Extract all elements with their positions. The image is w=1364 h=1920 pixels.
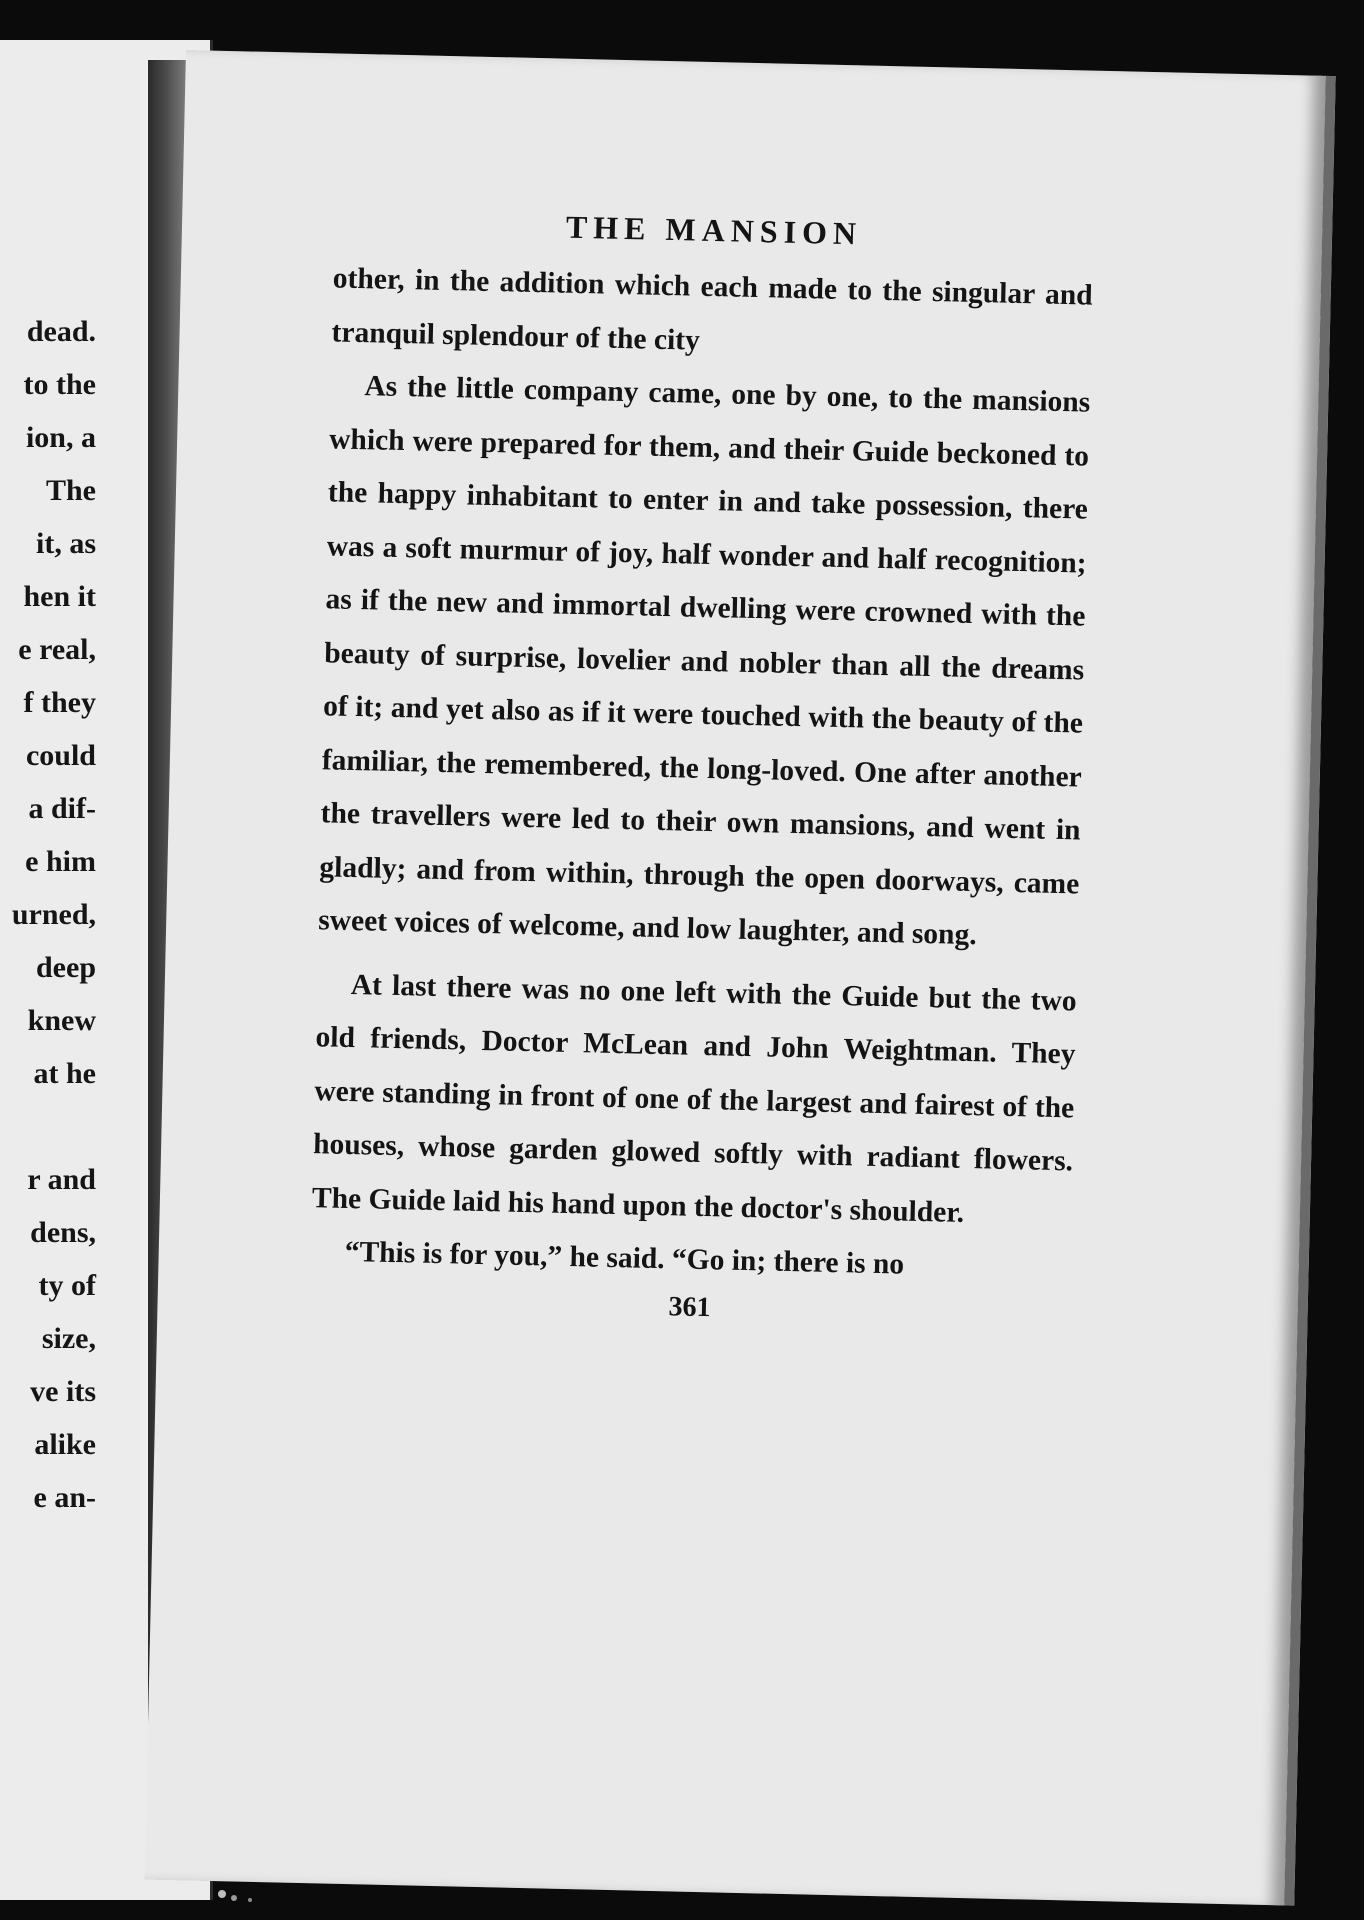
left-line: The — [45, 474, 96, 507]
scan-specks — [210, 1880, 270, 1910]
left-line: ion, a — [25, 421, 96, 454]
page-number: 361 — [668, 1290, 711, 1323]
paragraph: At last there was no one left with the Guide but the two old friends, Doctor McLean and John Weightman. They were standing in front of one of the largest and fairest of the houses, whose garden glowed softly with radiant flowers. The Guide laid his hand upon the doctor's shoulder. — [311, 968, 1078, 1229]
left-line: e an- — [33, 1481, 96, 1514]
left-line: e real, — [18, 633, 96, 666]
paragraph: As the little company came, one by one, to the mansions which were prepared for them, and their Guide beckoned to the happy inhabitant to enter in and take possession, there was a soft murmur of joy, half wonder and half recognition; as if the new and immortal dwelling were crowned with the beauty of surprise, lovelier and nobler than all the dreams of it; and yet also as if it were touched with the beauty of the familiar, the remembered, the long-loved. One after another the travellers were led to their own mansions, and went in gladly; and from within, through the open doorways, came sweet voices of welcome, and low laughter, and song. — [317, 370, 1091, 952]
left-line: hen it — [23, 580, 96, 613]
page-content — [309, 203, 1094, 1331]
left-line: f they — [23, 686, 96, 719]
left-page-text — [0, 305, 96, 1524]
left-line: urned, — [11, 898, 96, 931]
left-line: at he — [33, 1057, 96, 1090]
left-line: e him — [25, 845, 96, 878]
left-line: to the — [23, 368, 96, 401]
left-line: a dif- — [28, 792, 96, 825]
running-head: THE MANSION — [565, 208, 863, 252]
left-line: it, as — [36, 527, 96, 560]
left-line: could — [25, 739, 96, 772]
left-line: r and — [27, 1163, 96, 1196]
left-line: dens, — [30, 1216, 96, 1249]
left-line: alike — [34, 1428, 96, 1461]
paragraph: “This is for you,” he said. “Go in; there is no — [344, 1235, 905, 1281]
left-line-gap — [0, 1100, 96, 1153]
right-page — [144, 50, 1335, 1906]
left-line: knew — [27, 1004, 96, 1037]
paragraph: other, in the addition which each made to the singular and tranquil splendour of the city — [331, 262, 1094, 357]
left-line: deep — [36, 951, 96, 984]
left-line: size, — [41, 1322, 96, 1355]
left-line: ve its — [30, 1375, 96, 1408]
left-line: dead. — [26, 315, 96, 348]
left-line: ty of — [38, 1269, 96, 1302]
